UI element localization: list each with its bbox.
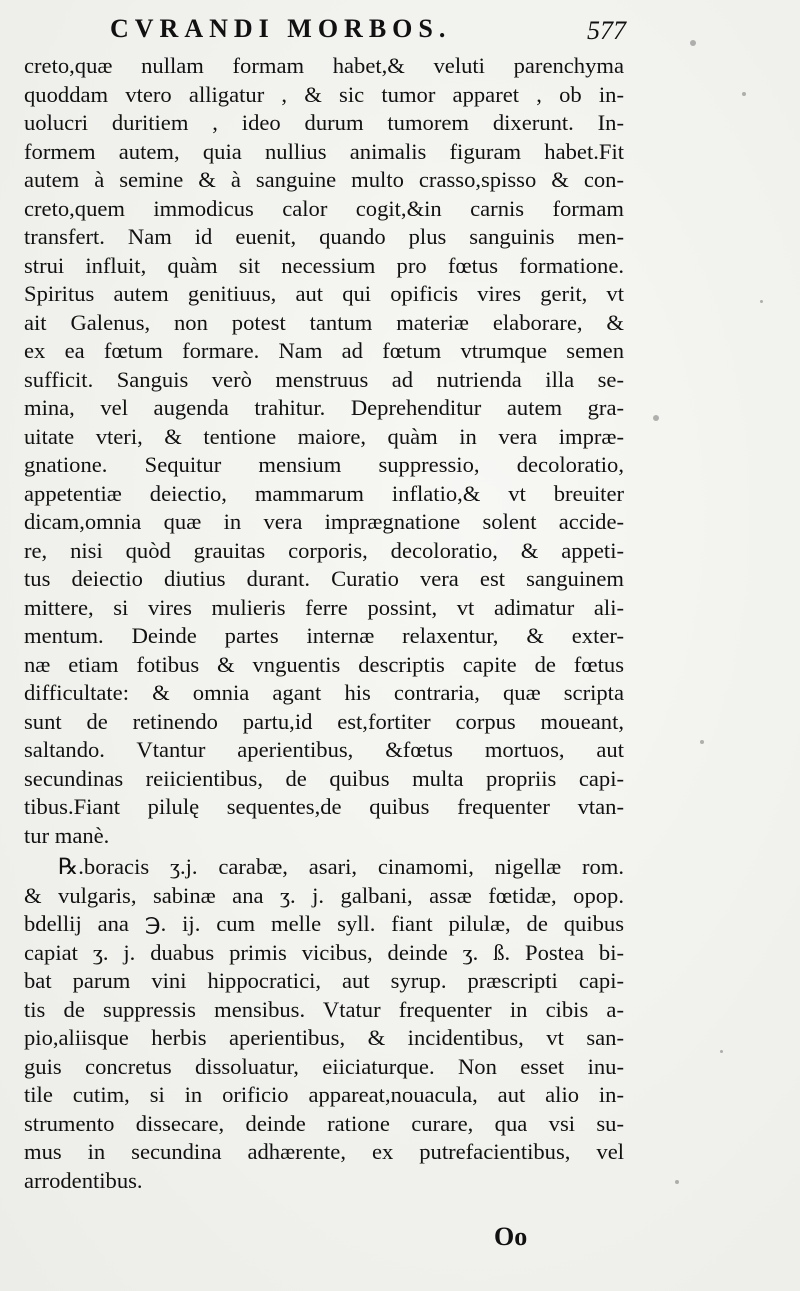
text-line: mentum. Deinde partes internæ relaxentur, & exter-: [24, 623, 624, 648]
text-line: secundinas reiicientibus, de quibus multa propriis capi-: [24, 765, 624, 791]
text-line: uitate vteri, & tentione maiore, quàm in vera impræ-: [24, 423, 624, 449]
text-line: guis concretus dissoluatur, eiiciaturque. Non esset inu-: [24, 1053, 624, 1079]
text-line: mittere, si vires mulieris ferre possint, vt adimatur ali-: [24, 594, 624, 620]
paragraph: [24, 853, 624, 1195]
text-line: ex ea fœtum formare. Nam ad fœtum vtrumque semen: [24, 338, 624, 363]
text-line: tis de suppressis mensibus. Vtatur frequenter in cibis a-: [24, 996, 624, 1022]
text-line: mina, vel augenda trahitur. Deprehenditur autem gra-: [24, 395, 624, 420]
text-line: dicam,omnia quæ in vera imprægnatione solent accide-: [24, 509, 624, 534]
text-line: tus deiectio diutius durant. Curatio vera est sanguinem: [24, 566, 624, 591]
text-line: difficultate: & omnia agant his contraria, quæ scripta: [24, 680, 624, 705]
text-line: uolucri duritiem , ideo durum tumorem dixerunt. In-: [24, 110, 624, 135]
text-line: autem à semine & à sanguine multo crasso,spisso & con-: [24, 167, 624, 192]
text-line: quoddam vtero alligatur , & sic tumor apparet , ob in-: [24, 81, 624, 107]
text-line: tile cutim, si in orificio appareat,nouacula, aut alio in-: [24, 1082, 624, 1107]
text-line: transfert. Nam id euenit, quando plus sanguinis men-: [24, 224, 624, 249]
text-line: ℞.boracis ʒ.j. carabæ, asari, cinamomi, nigellæ rom.: [58, 854, 624, 879]
text-line: formem autem, quia nullius animalis figuram habet.Fit: [24, 138, 624, 164]
text-line: sunt de retinendo partu,id est,fortiter corpus moueant,: [24, 708, 624, 734]
text-line: tur manè.: [24, 822, 110, 848]
text-line: næ etiam fotibus & vnguentis descriptis capite de fœtus: [24, 651, 624, 677]
text-line: mus in secundina adhærente, ex putrefacientibus, vel: [24, 1139, 624, 1164]
page-header: [60, 10, 626, 50]
paragraph: [24, 52, 624, 850]
text-line: appetentiæ deiectio, mammarum inflatio,& vt breuiter: [24, 480, 624, 506]
text-line: ait Galenus, non potest tantum materiæ elaborare, &: [24, 309, 624, 335]
running-head: CVRANDI MORBOS.: [110, 14, 452, 43]
text-line: gnatione. Sequitur mensium suppressio, decoloratio,: [24, 452, 624, 477]
catchword: Oo: [494, 1222, 528, 1251]
text-line: creto,quæ nullam formam habet,& veluti parenchyma: [24, 53, 624, 78]
text-line: Spiritus autem genitiuus, aut qui opificis vires gerit, vt: [24, 281, 624, 306]
text-line: arrodentibus.: [24, 1167, 143, 1193]
text-line: bat parum vini hippocratici, aut syrup. præscripti capi-: [24, 968, 624, 993]
text-line: bdellij ana ℈. ij. cum melle syll. fiant pilulæ, de quibus: [24, 911, 624, 936]
page-number: 577: [587, 16, 626, 45]
text-line: saltando. Vtantur aperientibus, &fœtus mortuos, aut: [24, 737, 624, 762]
text-line: creto,quem immodicus calor cogit,&in carnis formam: [24, 195, 624, 221]
text-line: pio,aliisque herbis aperientibus, & incidentibus, vt san-: [24, 1025, 624, 1050]
body-text: [24, 52, 624, 1195]
text-line: & vulgaris, sabinæ ana ʒ. j. galbani, assæ fœtidæ, opop.: [24, 882, 624, 908]
text-line: capiat ʒ. j. duabus primis vicibus, deinde ʒ. ß. Postea bi-: [24, 939, 624, 965]
text-line: tibus.Fiant pilulę sequentes,de quibus frequenter vtan-: [24, 794, 624, 819]
text-line: strumento dissecare, deinde ratione curare, qua vsi su-: [24, 1110, 624, 1136]
text-line: sufficit. Sanguis verò menstruus ad nutrienda illa se-: [24, 366, 624, 392]
text-line: re, nisi quòd grauitas corporis, decoloratio, & appeti-: [24, 537, 624, 563]
text-line: strui influit, quàm sit necessium pro fœtus formatione.: [24, 252, 624, 278]
